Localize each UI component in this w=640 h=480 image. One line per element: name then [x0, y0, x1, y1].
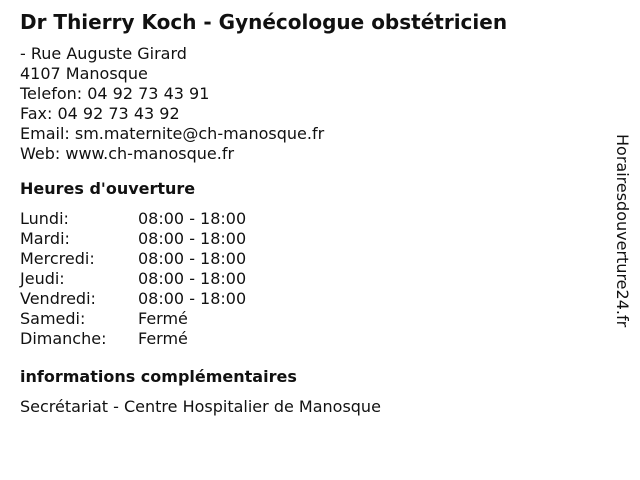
hours-row-mardi — [20, 229, 610, 249]
hours-row-lundi — [20, 209, 610, 229]
phone-line: Telefon: 04 92 73 43 91 — [20, 84, 210, 103]
site-watermark: Horairesdouverture24.fr — [613, 134, 632, 328]
web-line: Web: www.ch-manosque.fr — [20, 144, 235, 163]
hours-heading: Heures d'ouverture — [20, 179, 196, 198]
time-value: Fermé — [138, 309, 188, 328]
time-value: Fermé — [138, 329, 188, 348]
page-title: Dr Thierry Koch - Gynécologue obstétricien — [20, 10, 508, 34]
contact-block — [20, 44, 610, 164]
email-line: Email: sm.maternite@ch-manosque.fr — [20, 124, 325, 143]
hours-row-vendredi — [20, 289, 610, 309]
hours-row-mercredi — [20, 249, 610, 269]
day-label: Mardi: — [20, 229, 70, 248]
time-value: 08:00 - 18:00 — [138, 209, 247, 228]
time-value: 08:00 - 18:00 — [138, 269, 247, 288]
day-label: Samedi: — [20, 309, 86, 328]
fax-line: Fax: 04 92 73 43 92 — [20, 104, 180, 123]
day-label: Jeudi: — [20, 269, 65, 288]
hours-row-jeudi — [20, 269, 610, 289]
day-label: Lundi: — [20, 209, 69, 228]
time-value: 08:00 - 18:00 — [138, 249, 247, 268]
address-street: - Rue Auguste Girard — [20, 44, 187, 63]
day-label: Dimanche: — [20, 329, 107, 348]
practice-card — [20, 8, 610, 417]
day-label: Mercredi: — [20, 249, 95, 268]
day-label: Vendredi: — [20, 289, 96, 308]
address-city: 4107 Manosque — [20, 64, 148, 83]
time-value: 08:00 - 18:00 — [138, 229, 247, 248]
hours-row-samedi — [20, 309, 610, 329]
time-value: 08:00 - 18:00 — [138, 289, 247, 308]
hours-row-dimanche — [20, 329, 610, 349]
extra-info-heading: informations complémentaires — [20, 367, 297, 386]
extra-info-text: Secrétariat - Centre Hospitalier de Manosque — [20, 397, 381, 416]
hours-table — [20, 209, 610, 349]
